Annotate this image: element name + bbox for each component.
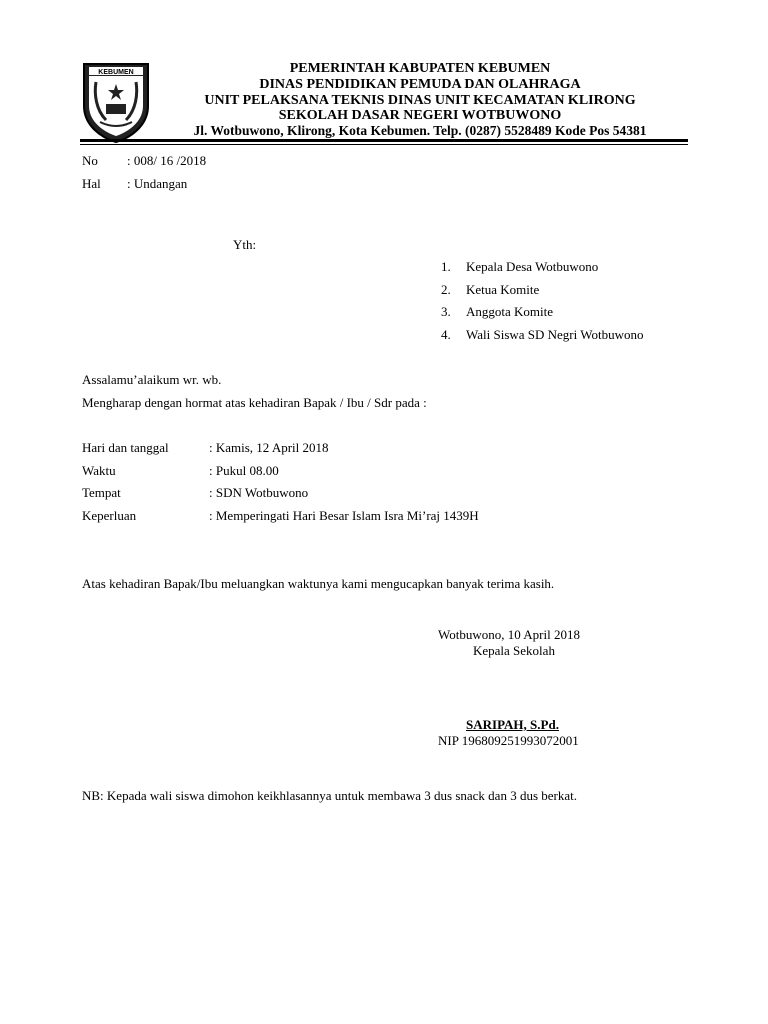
recipient-item: Kepala Desa Wotbuwono <box>466 259 599 274</box>
detail-label: Waktu <box>82 463 116 478</box>
detail-value: : SDN Wotbuwono <box>209 485 309 500</box>
kebumen-logo <box>80 60 152 144</box>
detail-value: : Pukul 08.00 <box>209 463 279 478</box>
signer-position: Kepala Sekolah <box>473 643 555 658</box>
header-line-government: PEMERINTAH KABUPATEN KEBUMEN <box>289 61 551 76</box>
number-value: : 008/ 16 /2018 <box>127 153 207 168</box>
header-rule-thick <box>80 139 688 142</box>
signer-name: SARIPAH, S.Pd. <box>466 717 559 732</box>
number-label: No <box>82 153 98 168</box>
closing-text: Atas kehadiran Bapak/Ibu meluangkan waktunya kami mengucapkan banyak terima kasih. <box>82 576 555 591</box>
recipient-item: Wali Siswa SD Negri Wotbuwono <box>466 327 644 342</box>
header-address: Jl. Wotbuwono, Klirong, Kota Kebumen. Telp. (0287) 5528489 Kode Pos 54381 <box>193 123 647 138</box>
place-date: Wotbuwono, 10 April 2018 <box>438 627 580 642</box>
signer-nip: NIP 196809251993072001 <box>438 733 579 748</box>
greeting: Assalamu’alaikum wr. wb. <box>82 372 222 387</box>
detail-value: : Kamis, 12 April 2018 <box>209 440 329 455</box>
subject-label: Hal <box>82 176 101 191</box>
header-line-unit: UNIT PELAKSANA TEKNIS DINAS UNIT KECAMATAN KLIRONG <box>204 93 636 108</box>
recipient-number: 3. <box>441 304 451 319</box>
logo-text: KEBUMEN <box>98 69 134 76</box>
header-line-school: SEKOLAH DASAR NEGERI WOTBUWONO <box>278 108 562 123</box>
recipient-number: 4. <box>441 327 451 342</box>
detail-label: Hari dan tanggal <box>82 440 169 455</box>
recipient-number: 2. <box>441 282 451 297</box>
detail-label: Keperluan <box>82 508 137 523</box>
note-text: NB: Kepada wali siswa dimohon keikhlasannya untuk membawa 3 dus snack dan 3 dus berkat. <box>82 788 577 803</box>
header-line-department: DINAS PENDIDIKAN PEMUDA DAN OLAHRAGA <box>259 77 581 92</box>
recipient-item: Ketua Komite <box>466 282 540 297</box>
subject-value: : Undangan <box>127 176 188 191</box>
detail-label: Tempat <box>82 485 121 500</box>
recipients-heading: Yth: <box>233 237 257 252</box>
intro-text: Mengharap dengan hormat atas kehadiran Bapak / Ibu / Sdr pada : <box>82 395 427 410</box>
recipient-number: 1. <box>441 259 451 274</box>
recipient-item: Anggota Komite <box>466 304 554 319</box>
header-rule-thin <box>80 144 688 145</box>
detail-value: : Memperingati Hari Besar Islam Isra Mi’raj 1439H <box>209 508 479 523</box>
